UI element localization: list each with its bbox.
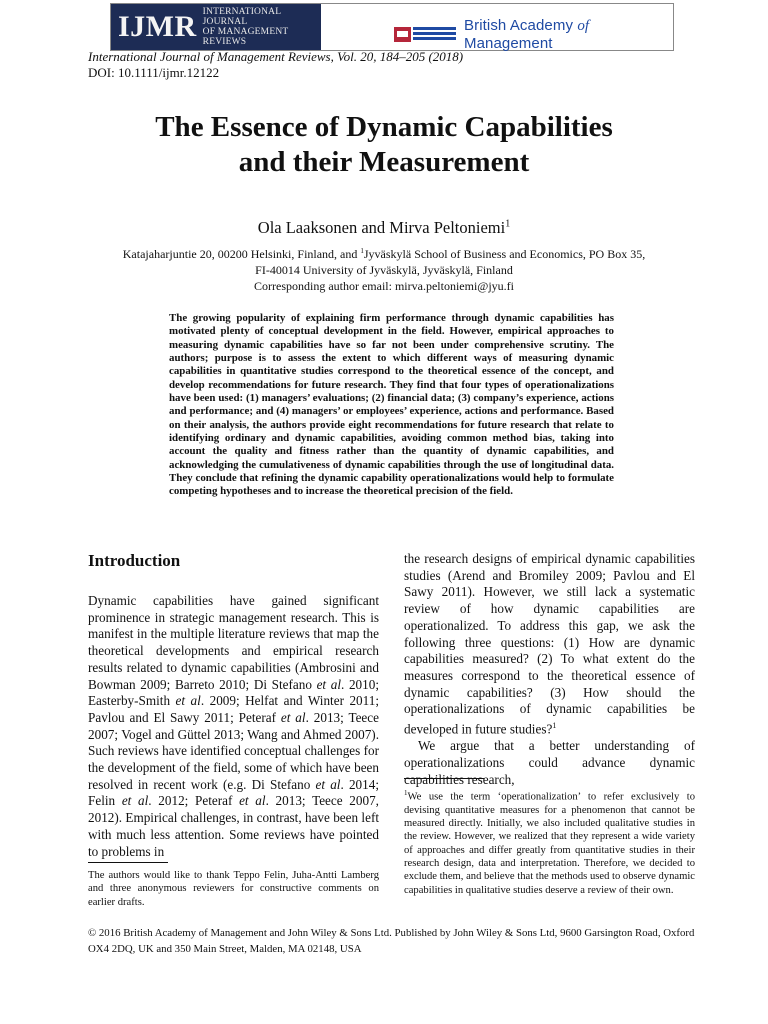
bam-logo-text: British Academy of Management	[464, 17, 590, 52]
footnote-ref[interactable]: 1	[552, 721, 557, 731]
section-heading: Introduction	[88, 551, 181, 570]
abstract: The growing popularity of explaining firm performance through dynamic capabilities has motivated plenty of conceptual development in the field. However, empirical approaches to measuring dynamic capabilities have so far not been under comprehensive scrutiny. The authors; purpose is to assess the extent to which different ways of measuring dynamic capabilities in quantitative studies correspond to the theoretical essence of the concept, and develop recommendations for future research. They find that four types of operationalizations have been used: (1) managers’ evaluations; (2) financial data; (3) company’s experience, actions and performance; and (4) managers’ or employees’ experience, actions and performance. Based on their analysis, the authors provide eight recommendations for future research that relate to identifying ordinary and dynamic capabilities, avoiding common method bias, taking into account the quality and fitness rather than the quantity of dynamic capabilities, and acknowledging the cumulativeness of dynamic capabilities through the use of longitudinal data. They conclude that refining the dynamic capability operationalizations would help to formulate competing hypotheses and to increase the theoretical precision of the field.	[169, 312, 614, 498]
intro-paragraph-2: We argue that a better understanding of operationalizations could advance dynamic capabilities research,	[404, 738, 695, 787]
footnote-divider	[404, 778, 484, 779]
copyright-notice: © 2016 British Academy of Management and John Wiley & Sons Ltd. Published by John Wiley & Sons Ltd, 9600 Garsington Road, Oxford OX4 2DQ, UK and 350 Main Street, Malden, MA 02148, USA	[88, 927, 695, 955]
journal-citation: International Journal of Management Reviews, Vol. 20, 184–205 (2018)	[88, 49, 464, 64]
bam-logo	[394, 17, 673, 52]
left-column	[88, 551, 379, 860]
authors: Ola Laaksonen and Mirva Peltoniemi$^1$	[257, 218, 511, 237]
article-title: The Essence of Dynamic Capabilities and their Measurement	[155, 111, 613, 178]
footnote-1: $^1$We use the term ‘operationalization’ to refer exclusively to devising quantitative measures for a phenomenon that cannot be measured directly. Initially, we also included qualitative studies in the review. However, we realized that they represent a wide variety of approaches and differ greatly from quantitative studies in their research design, data and interpretation. Therefore, we decided to exclude them, and believe that the methods used to observe dynamic capabilities in qualitative studies deserve a review of their own.	[404, 789, 695, 896]
right-column	[404, 551, 695, 788]
footnote-divider	[88, 862, 168, 863]
ijmr-logo-text: INTERNATIONAL JOURNAL OF MANAGEMENT REVIEWS	[202, 7, 289, 47]
intro-paragraph-1: Dynamic capabilities have gained significant prominence in strategic management research. This is manifest in the multiple literature reviews that map the theoretical developments and empirical research results related to dynamic capabilities (Ambrosini and Bowman 2009; Barreto 2010; Di Stefano et al. 2010; Easterby-Smith et al. 2009; Helfat and Winter 2011; Pavlou and El Sawy 2011; Peteraf et al. 2013; Teece 2007; Vogel and Güttel 2013; Wang and Ahmed 2007). Such reviews have identified conceptual challenges for the development of the field, some of which have been resolved in recent work (e.g. Di Stefano et al. 2014; Felin et al. 2012; Peteraf et al. 2013; Teece 2007, 2012). Empirical challenges, in contrast, have been left with much less attention. Some reviews have pointed to problems in	[88, 593, 380, 859]
union-flag-logo-icon	[394, 27, 456, 42]
intro-paragraph-1-continued: the research designs of empirical dynamic capabilities studies (Arend and Bromiley 2009; Pavlou and El Sawy 2011). However, we still lack a systematic review of how dynamic capabilities are operationalized. To address this gap, we ask the following three questions: (1) How are dynamic capabilities measured? (2) To what extent do the measures correspond to the theoretical essence of dynamic capabilities? (3) How should the operationalizations of dynamic capabilities be developed in future studies?$^1$	[404, 551, 695, 737]
ijmr-logo-mark: IJMR	[118, 10, 197, 43]
ijmr-logo	[111, 4, 321, 50]
corresponding-email[interactable]: Corresponding author email: mirva.peltoniemi@jyu.fi	[254, 279, 514, 293]
doi: DOI: 10.1111/ijmr.12122	[88, 65, 220, 80]
journal-banner	[110, 3, 674, 51]
affiliations: Katajaharjuntie 20, 00200 Helsinki, Finland, and $^1$Jyväskylä School of Business and Economics, PO Box 35, FI-40014 University of Jyväskylä, Jyväskylä, Finland Corresponding author email: mirva.peltoniemi@jyu.fi	[122, 247, 646, 293]
acknowledgement-note: The authors would like to thank Teppo Felin, Juha-Antti Lamberg and three anonymous reviewers for constructive comments on earlier drafts.	[88, 870, 379, 908]
